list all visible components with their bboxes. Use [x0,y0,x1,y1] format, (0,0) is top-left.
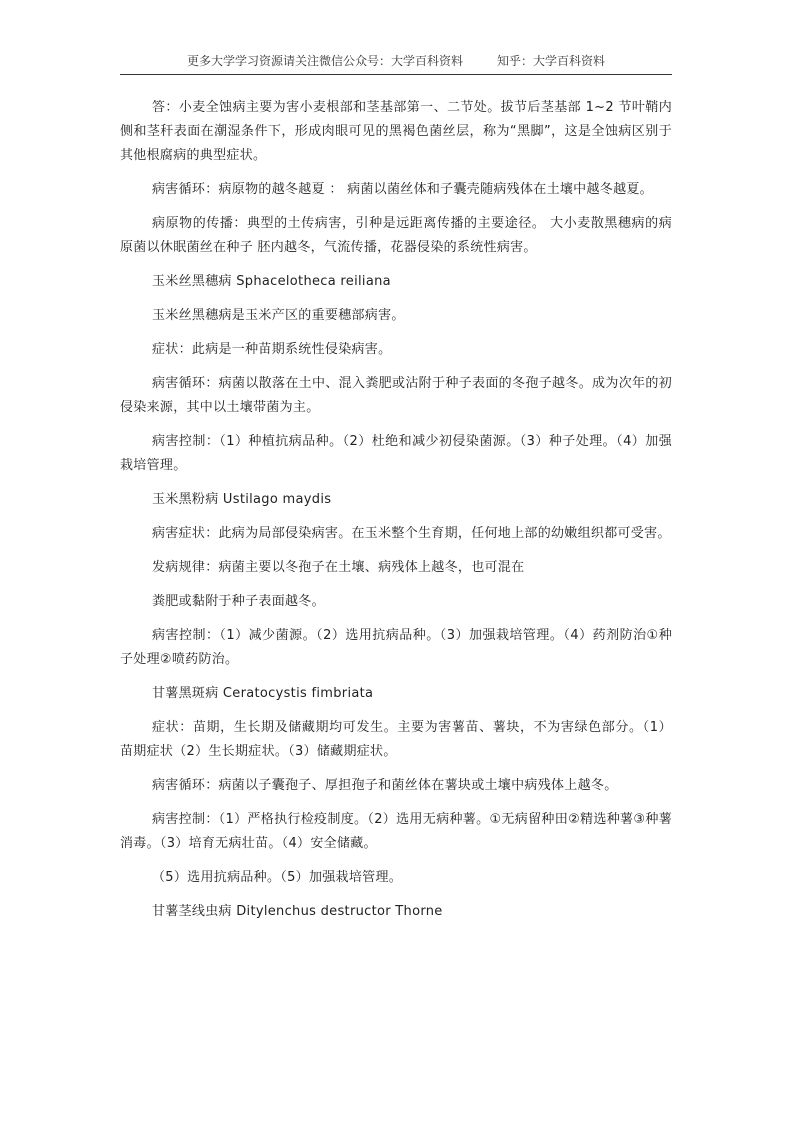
paragraph-head-smut-cycle: 病害循环：病菌以散落在土中、混入粪肥或沾附于种子表面的冬孢子越冬。成为次年的初侵染来源，其中以土壤带菌为主。 [120,376,672,415]
paragraph-answer: 答：小麦全蚀病主要为害小麦根部和茎基部第一、二节处。拔节后茎基部 1~2 节叶鞘内侧和茎秆表面在潮湿条件下，形成肉眼可见的黑褐色菌丝层，称为“黑脚”，这是全蚀病区别于其他根腐病的典型症状。 [120,100,672,163]
paragraph-common-smut-pattern-cont: 粪肥或黏附于种子表面越冬。 [152,594,325,609]
paragraph-black-rot-control: 病害控制：（1）严格执行检疫制度。（2）选用无病种薯。①无病留种田②精选种薯③种薯消毒。（3）培育无病壮苗。（4）安全储藏。 [120,812,672,851]
paragraph-head-smut-control: 病害控制：（1）种植抗病品种。（2）杜绝和减少初侵染菌源。（3）种子处理。（4）加强栽培管理。 [120,434,672,473]
paragraph-common-smut-symptom: 病害症状：此病为局部侵染病害。在玉米整个生育期，任何地上部的幼嫩组织都可受害。 [152,526,671,541]
paragraph-black-rot-symptom: 症状：苗期，生长期及储藏期均可发生。主要为害薯苗、薯块，不为害绿色部分。（1）苗期症状（2）生长期症状。（3）储藏期症状。 [120,720,672,759]
header-right-text: 知乎：大学百科资料 [497,54,606,68]
paragraph-cycle: 病害循环：病原物的越冬越夏 ： 病菌以菌丝体和子囊壳随病残体在土壤中越冬越夏。 [152,182,653,197]
paragraph-spread: 病原物的传播：典型的土传病害，引种是远距离传播的主要途径。 大小麦散黑穗病的病原菌以休眠菌丝在种子 胚内越冬，气流传播，花器侵染的系统性病害。 [120,216,672,255]
paragraph-common-smut-pattern: 发病规律：病菌主要以冬孢子在土壤、病残体上越冬，也可混在 [152,560,525,575]
section-title-black-rot: 甘薯黑斑病 Ceratocystis fimbriata [152,686,374,701]
paragraph-head-smut-intro: 玉米丝黑穗病是玉米产区的重要穗部病害。 [152,308,405,323]
header-left-text: 更多大学学习资源请关注微信公众号：大学百科资料 [186,54,463,68]
paragraph-common-smut-control: 病害控制：（1）减少菌源。（2）选用抗病品种。（3）加强栽培管理。（4）药剂防治①种子处理②喷药防治。 [120,628,672,667]
section-title-common-smut: 玉米黑粉病 Ustilago maydis [152,492,332,507]
page-header [120,52,672,70]
section-title-head-smut: 玉米丝黑穗病 Sphacelotheca reiliana [152,274,391,289]
paragraph-black-rot-control-cont: （5）选用抗病品种。（5）加强栽培管理。 [152,870,403,885]
document-body [120,96,672,934]
section-title-stem-nematode: 甘薯茎线虫病 Ditylenchus destructor Thorne [152,904,443,919]
paragraph-head-smut-symptom: 症状：此病是一种苗期系统性侵染病害。 [152,342,392,357]
header-rule [120,74,672,75]
paragraph-black-rot-cycle: 病害循环：病菌以子囊孢子、厚担孢子和菌丝体在薯块或土壤中病残体上越冬。 [152,778,618,793]
